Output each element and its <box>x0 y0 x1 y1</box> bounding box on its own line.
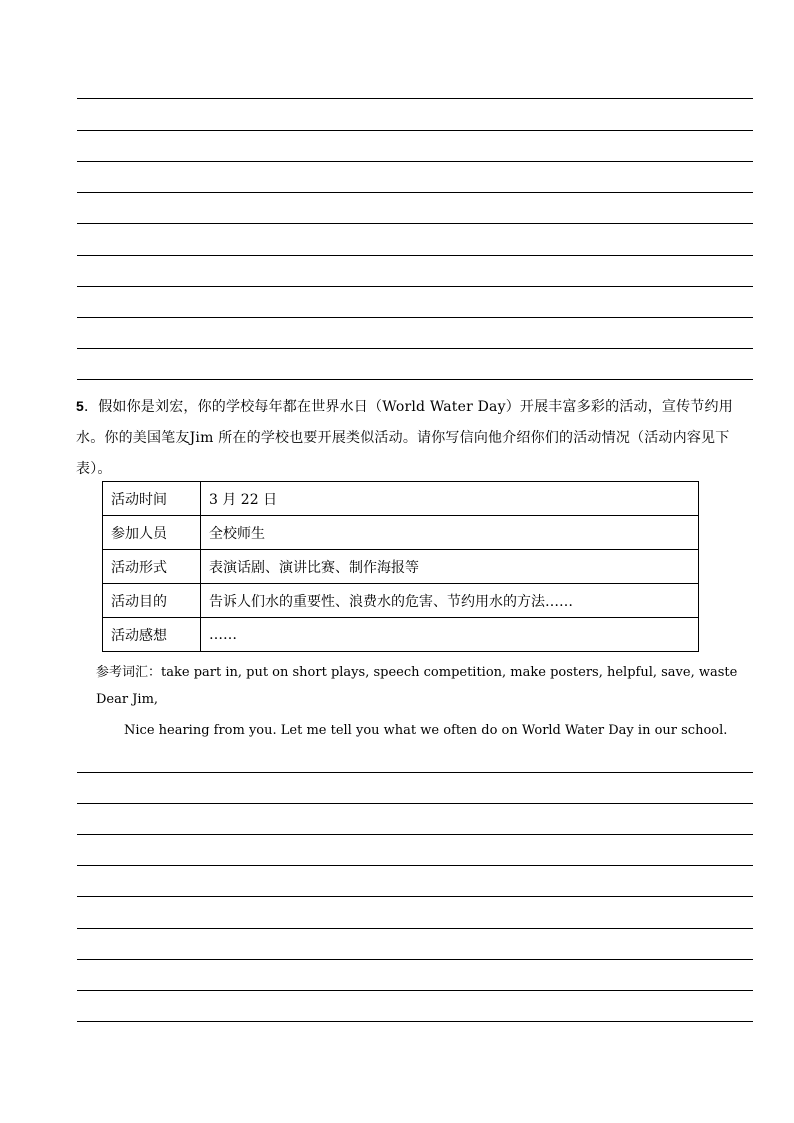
row-label: 活动感想 <box>103 618 201 652</box>
answer-line <box>77 255 753 256</box>
question-5-prompt <box>76 391 746 485</box>
reference-vocabulary <box>96 661 737 680</box>
answer-line[interactable] <box>77 990 753 991</box>
question-text: ．假如你是刘宏，你的学校每年都在世界水日（World Water Day）开展丰富多彩的活动，宣传节约用水。你的美国笔友Jim 所在的学校也要开展类似活动。请你写信向他介绍你们的活动情况（活动内容见下表）。 <box>76 399 733 477</box>
answer-line[interactable] <box>77 896 753 897</box>
question-number: 5 <box>76 398 84 414</box>
row-label: 参加人员 <box>103 516 201 550</box>
answer-line[interactable] <box>77 803 753 804</box>
row-value: 表演话剧、演讲比赛、制作海报等 <box>201 550 699 584</box>
answer-line[interactable] <box>77 834 753 835</box>
answer-line <box>77 223 753 224</box>
answer-line[interactable] <box>77 865 753 866</box>
row-label: 活动形式 <box>103 550 201 584</box>
vocab-label: 参考词汇： <box>96 665 162 680</box>
table-row <box>103 516 699 550</box>
row-value: …… <box>201 618 699 652</box>
answer-line <box>77 192 753 193</box>
letter-salutation: Dear Jim, <box>96 692 159 707</box>
answer-line <box>77 130 753 131</box>
row-value: 告诉人们水的重要性、浪费水的危害、节约用水的方法…… <box>201 584 699 618</box>
answer-line <box>77 161 753 162</box>
table-row <box>103 584 699 618</box>
answer-line <box>77 379 753 380</box>
answer-line <box>77 348 753 349</box>
answer-line[interactable] <box>77 772 753 773</box>
answer-line[interactable] <box>77 1021 753 1022</box>
row-label: 活动目的 <box>103 584 201 618</box>
answer-line[interactable] <box>77 928 753 929</box>
letter-opening: Nice hearing from you. Let me tell you what we often do on World Water Day in our school. <box>124 723 728 738</box>
table-row <box>103 618 699 652</box>
answer-line[interactable] <box>77 959 753 960</box>
table-row <box>103 550 699 584</box>
table-row <box>103 482 699 516</box>
row-value: 全校师生 <box>201 516 699 550</box>
answer-line <box>77 286 753 287</box>
answer-line <box>77 98 753 99</box>
activity-table <box>102 481 699 652</box>
row-label: 活动时间 <box>103 482 201 516</box>
vocab-words: take part in, put on short plays, speech competition, make posters, helpful, save, waste <box>161 665 738 680</box>
answer-line <box>77 317 753 318</box>
row-value: 3 月 22 日 <box>201 482 699 516</box>
